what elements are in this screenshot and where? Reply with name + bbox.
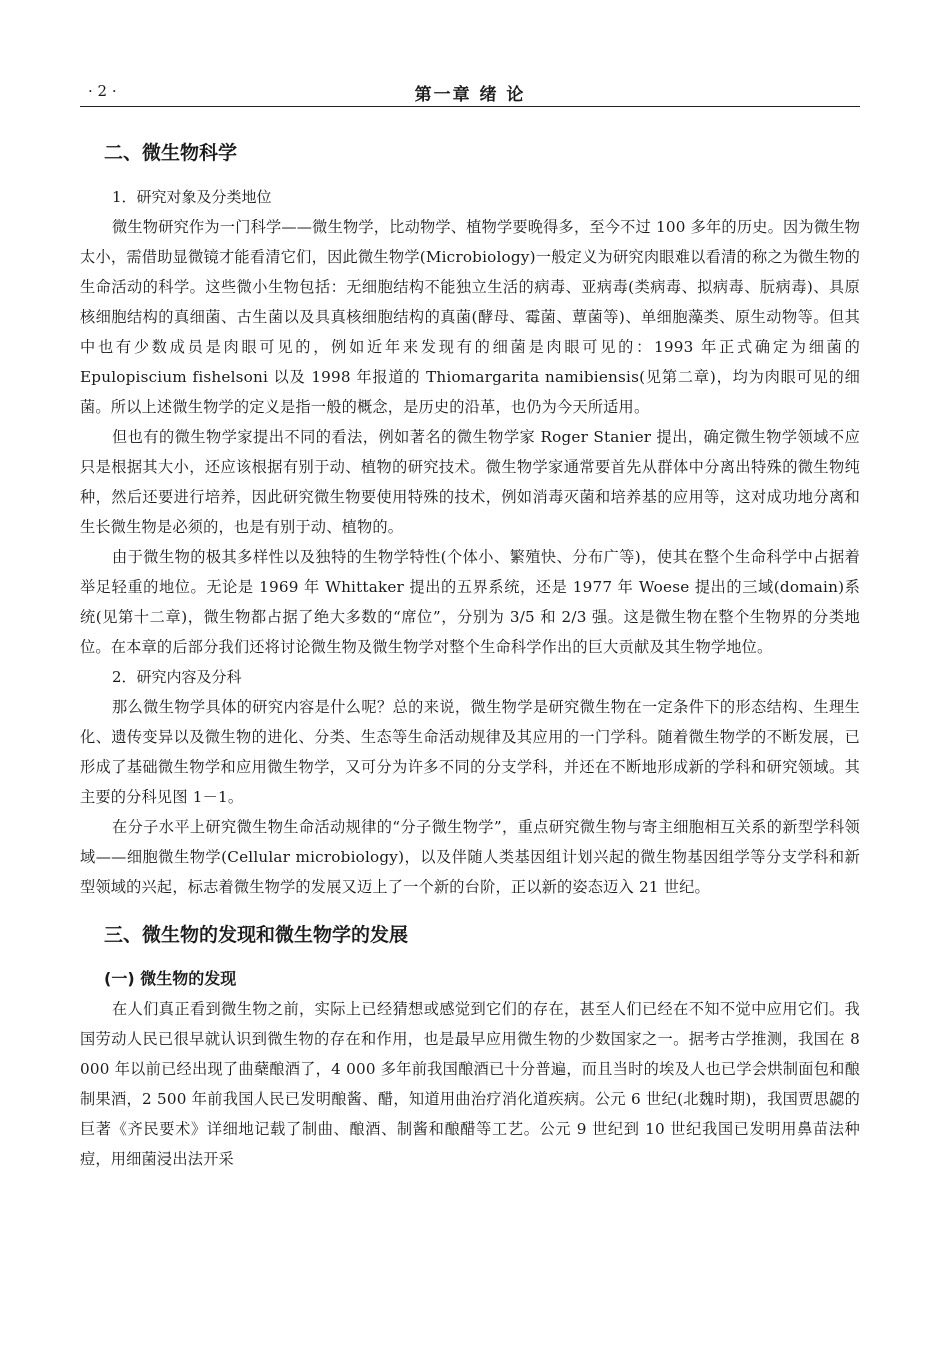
subsection-title-research-objects: 1．研究对象及分类地位 xyxy=(112,188,272,206)
page-content xyxy=(80,138,860,1174)
section-heading-microbial-science: 二、微生物科学 xyxy=(104,142,238,164)
page-number: · 2 · xyxy=(88,82,117,100)
paragraph: 但也有的微生物学家提出不同的看法，例如著名的微生物学家 Roger Stanier 提出，确定微生物学领域不应只是根据其大小，还应该根据有别于动、植物的研究技术。微生物学家通常要首先从群体中分离出特殊的微生物纯种，然后还要进行培养，因此研究微生物要使用特殊的技术，例如消毒灭菌和培养基的应用等，这对成功地分离和生长微生物是必须的，也是有别于动、植物的。 xyxy=(80,428,860,536)
page-header xyxy=(80,80,860,107)
subsection-title-discovery: (一) 微生物的发现 xyxy=(104,969,237,988)
chapter-title: 第一章 绪 论 xyxy=(414,85,526,105)
subsection-title-research-content: 2．研究内容及分科 xyxy=(112,668,242,686)
paragraph: 微生物研究作为一门科学——微生物学，比动物学、植物学要晚得多，至今不过 100 多年的历史。因为微生物太小，需借助显微镜才能看清它们，因此微生物学(Microbiology)一般定义为研究肉眼难以看清的称之为微生物的生命活动的科学。这些微小生物包括：无细胞结构不能独立生活的病毒、亚病毒(类病毒、拟病毒、朊病毒)、具原核细胞结构的真细菌、古生菌以及具真核细胞结构的真菌(酵母、霉菌、蕈菌等)、单细胞藻类、原生动物等。但其中也有少数成员是肉眼可见的，例如近年来发现有的细菌是肉眼可见的：1993 年正式确定为细菌的 Epulopiscium fishelsoni 以及 1998 年报道的 Thiomargarita namibiensis(见第二章)，均为肉眼可见的细菌。所以上述微生物学的定义是指一般的概念，是历史的沿革，也仍为今天所适用。 xyxy=(80,218,860,416)
paragraph: 那么微生物学具体的研究内容是什么呢？总的来说，微生物学是研究微生物在一定条件下的形态结构、生理生化、遗传变异以及微生物的进化、分类、生态等生命活动规律及其应用的一门学科。随着微生物学的不断发展，已形成了基础微生物学和应用微生物学，又可分为许多不同的分支学科，并还在不断地形成新的学科和研究领域。其主要的分科见图 1－1。 xyxy=(80,698,860,806)
paragraph: 由于微生物的极其多样性以及独特的生物学特性(个体小、繁殖快、分布广等)，使其在整个生命科学中占据着举足轻重的地位。无论是 1969 年 Whittaker 提出的五界系统，还是 1977 年 Woese 提出的三域(domain)系统(见第十二章)，微生物都占据了绝大多数的“席位”，分别为 3/5 和 2/3 强。这是微生物在整个生物界的分类地位。在本章的后部分我们还将讨论微生物及微生物学对整个生命科学作出的巨大贡献及其生物学地位。 xyxy=(80,548,860,656)
section-heading-discovery-development: 三、微生物的发现和微生物学的发展 xyxy=(104,924,409,946)
paragraph: 在人们真正看到微生物之前，实际上已经猜想或感觉到它们的存在，甚至人们已经在不知不觉中应用它们。我国劳动人民已很早就认识到微生物的存在和作用，也是最早应用微生物的少数国家之一。据考古学推测，我国在 8 000 年以前已经出现了曲蘖酿酒了，4 000 多年前我国酿酒已十分普遍，而且当时的埃及人也已学会烘制面包和酿制果酒，2 500 年前我国人民已发明酿酱、醋，知道用曲治疗消化道疾病。公元 6 世纪(北魏时期)，我国贾思勰的巨著《齐民要术》详细地记载了制曲、酿酒、制酱和酿醋等工艺。公元 9 世纪到 10 世纪我国已发明用鼻苗法种痘，用细菌浸出法开采 xyxy=(80,1000,860,1168)
paragraph: 在分子水平上研究微生物生命活动规律的“分子微生物学”，重点研究微生物与寄主细胞相互关系的新型学科领域——细胞微生物学(Cellular microbiology)，以及伴随人类基因组计划兴起的微生物基因组学等分支学科和新型领域的兴起，标志着微生物学的发展又迈上了一个新的台阶，正以新的姿态迈入 21 世纪。 xyxy=(80,818,860,896)
